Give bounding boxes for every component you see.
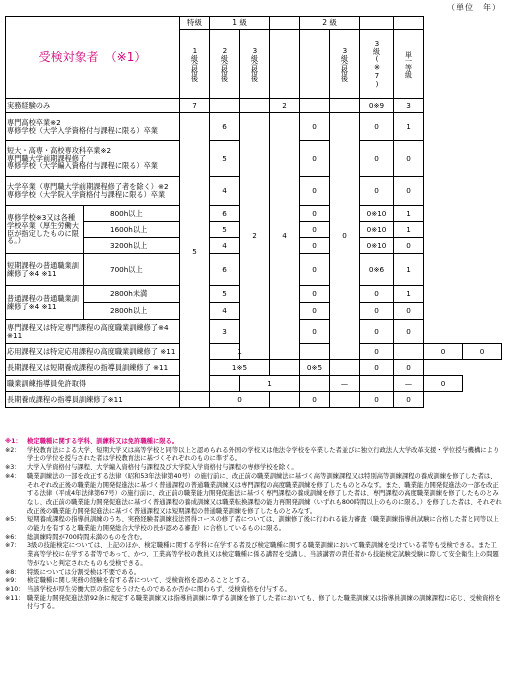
cell: 4	[210, 177, 240, 206]
cell: 0	[394, 141, 424, 177]
cell: 1※5	[210, 360, 270, 376]
footnote	[5, 516, 502, 533]
footnote-key: ※5：	[5, 516, 21, 524]
cell: 0	[300, 392, 330, 408]
cell: 0	[394, 303, 424, 320]
cell: 3	[394, 99, 424, 113]
row-label: 長期養成課程の指導員訓練修了※11	[6, 392, 180, 408]
footnote-text: 特級については分割受検は不要である。	[27, 568, 141, 576]
cell: 5	[210, 222, 240, 238]
footnote-text: 職業訓練法の一部を改正する法律（昭和53年法律第40号）の施行前に、改正前の職業訓練法に基づく高等訓練課程又は特別高等訓練課程の養成訓練を修了した者は、それぞれ改正後の職業能力開発促進法に基づく普通課程の普通職業訓練又は専門課程の高度職業訓練を修了したものとみなす。また、職業能力開発促進法の一部を改正する法律（平成4年法律第67号）の施行前に、改正前の職業能力開発促進法に基づく専門課程の養成訓練を修了した者は、専門課程の高度職業訓練を修了したものとみなし、改正前の職業能力開発促進法に基づく普通課程の養成訓練又は職業転換課程の能力再開発訓練（いずれも800時間以上のものに限る。）を修了した者は、それぞれ改正後の職業能力開発促進法に基づく普通課程又は短期課程の普通職業訓練を修了したものとみなす。	[27, 472, 502, 515]
footnote-key: ※11：	[5, 594, 25, 602]
footnote	[5, 542, 502, 568]
cell: 0※10	[360, 238, 394, 254]
cell: 0※9	[360, 99, 394, 113]
cell: 0	[360, 360, 394, 376]
row-label: 専門課程又は特定専門課程の高度職業訓練修了※4 ※11	[6, 320, 180, 344]
cell: 0	[360, 392, 394, 408]
cell: 1	[394, 286, 424, 303]
cell: 1	[394, 206, 424, 222]
cell: 0	[360, 286, 394, 303]
row-label: 短大・高専・高校専攻科卒業※2 専門職大学前期課程修了 専修学校（大学編入資格付与課程に限る）卒業	[6, 141, 180, 177]
header-sub-2: 2級合格後	[220, 46, 230, 82]
footnote	[5, 447, 502, 464]
footnote	[5, 464, 502, 473]
table-row	[6, 392, 502, 408]
footnote-key: ※10：	[5, 585, 25, 593]
cell: 0	[394, 320, 424, 344]
footnote	[5, 577, 502, 586]
row-label: 実務経験のみ	[6, 99, 180, 113]
footnote	[5, 438, 502, 447]
footnotes	[5, 438, 502, 612]
footnote-text: 当該学校が厚生労働大臣の指定をうけたものであるか否かに関わらず、受検資格を付与する。	[27, 585, 291, 593]
footnote-key: ※3：	[5, 464, 21, 472]
cell: 0	[394, 392, 424, 408]
footnote-text: 総訓練時間が700時間未満のものを含む。	[27, 533, 147, 541]
cell: 0	[360, 177, 394, 206]
cell: 0	[300, 238, 330, 254]
table-row	[6, 344, 502, 360]
cell: 0※6	[360, 254, 394, 286]
row-label: 専修学校※3又は各種学校卒業（厚生労働大臣が指定したものに限る。）	[6, 206, 84, 254]
cell: 0	[394, 177, 424, 206]
cell: 0	[210, 392, 270, 408]
row-label: 応用課程又は特定応用課程の高度職業訓練修了 ※11	[6, 344, 180, 360]
cell: 0	[463, 344, 502, 360]
cell: 6	[210, 113, 240, 141]
row-sublabel: 2800h以上	[84, 303, 180, 320]
footnote-key: ※9：	[5, 577, 21, 585]
table-title: 受検対象者 （※1）	[6, 17, 180, 99]
cell: 0	[360, 113, 394, 141]
cell: 0	[300, 206, 330, 222]
table-row	[6, 376, 502, 392]
cell: 1	[240, 376, 300, 392]
cell: 0	[360, 320, 394, 344]
header-toku: 特級	[180, 17, 210, 30]
header-sub-7: 単一等級	[404, 50, 414, 78]
header-nikyu: 2 級	[300, 17, 360, 30]
header-sub-3: 3級合格後	[250, 46, 260, 82]
cell: 0	[300, 177, 330, 206]
cell: 0	[300, 141, 330, 177]
cell: 0	[300, 286, 330, 303]
footnote-text: 検定職種に関し実務の経験を有する者について、受検資格を認めることとする。	[27, 577, 254, 585]
cell-ikkyu3-merged: 4	[270, 113, 300, 360]
footnote	[5, 586, 502, 595]
cell: 0	[360, 141, 394, 177]
cell: 4	[210, 238, 240, 254]
cell: 0	[300, 113, 330, 141]
row-label: 短期課程の普通職業訓練修了※4 ※11	[6, 254, 84, 286]
footnote	[5, 595, 502, 612]
cell: 1	[210, 344, 270, 360]
cell-toku-merged: 5	[180, 113, 210, 392]
footnote-key: ※4：	[5, 472, 21, 480]
row-label: 大学卒業（専門職大学前期課程修了者を除く）※2 専修学校（大学院入学資格付与課程に限る）卒業	[6, 177, 180, 206]
cell: 6	[210, 254, 240, 286]
cell: 1	[394, 254, 424, 286]
footnote-text: 職業能力開発促進法第92条に規定する職業訓練又は指導員訓練に準ずる訓練を修了した者においても、修了した職業訓練又は指導員訓練の訓練課程に応じ、受検資格を付与する。	[27, 594, 501, 611]
row-sublabel: 3200h以上	[84, 238, 180, 254]
cell: 5	[210, 141, 240, 177]
cell: 0※10	[360, 222, 394, 238]
cell: —	[330, 376, 360, 392]
footnote-text: 学校教育法による大学、短期大学又は高等学校と同等以上と認められる外国の学校又は他法令学校を卒業した者並びに独立行政法人大学改革支援・学位授与機構により学士の学位を授与された者は学校教育法に基づくそれぞれのものに準ずる。	[27, 446, 500, 463]
row-sublabel: 800h以上	[84, 206, 180, 222]
row-sublabel: 2800h未満	[84, 286, 180, 303]
footnote-key: ※1：	[5, 438, 22, 445]
row-sublabel: 1600h以上	[84, 222, 180, 238]
cell: 7	[180, 99, 210, 113]
row-label: 普通課程の普通職業訓練修了※4 ※11	[6, 286, 84, 320]
table-row	[6, 99, 502, 113]
row-label: 専門高校卒業※2 専修学校（大学入学資格付与課程に限る）卒業	[6, 113, 180, 141]
cell-ikkyu2-merged: 2	[240, 113, 270, 360]
cell: 0	[360, 303, 394, 320]
cell: 1	[394, 113, 424, 141]
cell-nikyu3-merged: 0	[330, 113, 360, 360]
footnote-key: ※2：	[5, 446, 21, 454]
row-label: 長期課程又は短期養成課程の指導員訓練修了 ※11	[6, 360, 180, 376]
cell: 0	[394, 360, 424, 376]
footnote-text: 大学入学資格付与課程、大学編入資格付与課程及び大学院入学資格付与課程の専修学校を除く。	[27, 464, 298, 472]
header-sub-1: 1級合格後	[190, 46, 200, 82]
cell: 0	[424, 344, 463, 360]
cell: 2	[270, 99, 300, 113]
footnote-text: 短期養成課程の指導員訓練のうち、実務経験者訓練技法習得コースの修了者については、訓練修了後に行われる能力審査（職業訓練指導員試験に合格した者と同等以上の能力を有すると職業能力開発総合大学校の長が認める審査）に合格しているものに限る。	[27, 516, 499, 533]
cell: 6	[210, 206, 240, 222]
row-sublabel: 700h以上	[84, 254, 180, 286]
cell: 0	[424, 376, 463, 392]
unit-label: （単位 年）	[447, 3, 501, 12]
cell: 0	[300, 303, 330, 320]
footnote-key: ※7：	[5, 542, 21, 550]
footnote-text: 3級の技能検定については、上記のほか、検定職種に関する学科に在学する者及び検定職種に関する職業訓練において職業訓練を受けている者等も受検できる。また工業高等学校に在学する者等であって、かつ、工業高等学校の教員又は検定職種に係る講習を受講し、当該講習の責任者から技能検定試験受験に際して安全衛生上の問題等がないと判定されたものも受検できる。	[27, 542, 499, 567]
cell: 0	[300, 320, 330, 344]
eligibility-table	[5, 16, 502, 408]
cell: 0	[300, 222, 330, 238]
cell: 5	[210, 286, 240, 303]
cell: 0	[300, 254, 330, 286]
table-row	[6, 113, 502, 141]
cell: 0	[360, 344, 394, 360]
cell: —	[394, 376, 424, 392]
table-row	[6, 360, 502, 376]
footnote	[5, 569, 502, 578]
header-sub-5: 3級合格後	[340, 46, 350, 82]
header-ikkyu: 1 級	[210, 17, 270, 30]
cell: 4	[210, 303, 240, 320]
cell: 1	[394, 222, 424, 238]
cell: 0	[394, 238, 424, 254]
header-sub-6: 3級(※7)	[372, 39, 382, 89]
footnote-text: 検定職種に関する学科、訓練科又は免許職種に限る。	[27, 438, 179, 445]
footnote	[5, 473, 502, 517]
footnote-key: ※8：	[5, 568, 21, 576]
footnote-key: ※6：	[5, 533, 21, 541]
cell: 0※5	[300, 360, 330, 376]
row-label: 職業訓練指導員免許取得	[6, 376, 180, 392]
cell: 3	[210, 320, 240, 344]
cell: 0※10	[360, 206, 394, 222]
